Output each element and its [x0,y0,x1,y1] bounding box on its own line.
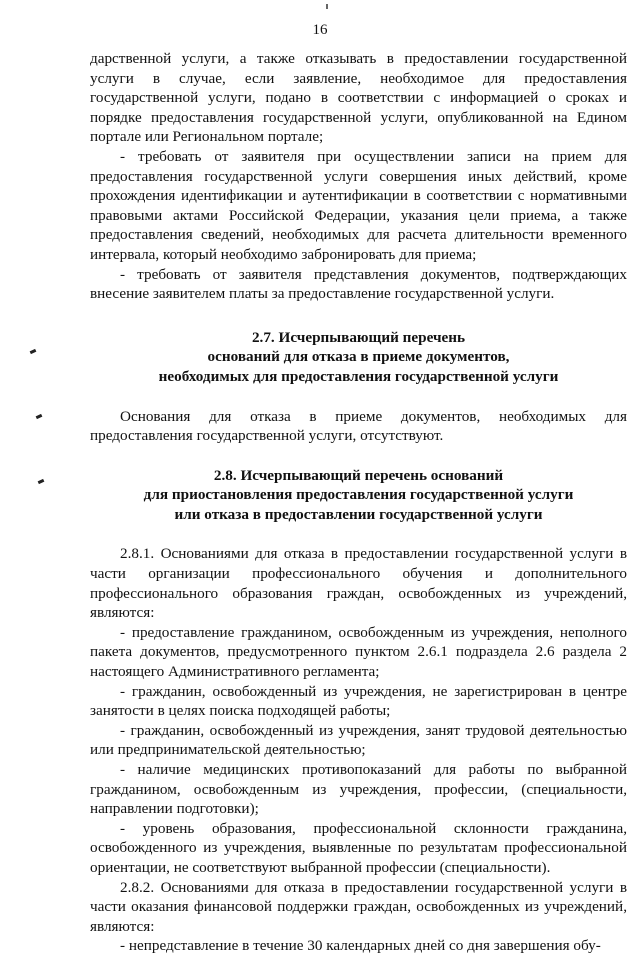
section-heading-line: оснований для отказа в приеме документов, [207,348,510,366]
page-number: 16 [312,22,328,38]
section-heading-line: для приостановления предоставления государственной услуги [143,486,574,504]
list-item: - уровень образования, профессиональной склонности гражданина, освобожденного из учреждения, выявленные по результатам профессиональной ориентации, не соответствуют выбранной профессии (специальности). [90,819,627,876]
list-item: - наличие медицинских противопоказаний для работы по выбранной гражданином, освобожденным из учреждения, профессии, (специальности, направлении подготовки); [90,761,627,818]
list-item: - требовать от заявителя при осуществлении записи на прием для предоставления государственной услуги совершения иных действий, кроме прохождения идентификации и аутентификации в соответствии с нормативными правовыми актами Российской Федерации, указания цели приема, а также предоставления сведений, необходимых для расчета длительности временного интервала, который необходимо забронировать для приема; [90,147,627,263]
section-heading-line: 2.7. Исчерпывающий перечень [251,328,466,346]
list-item: - непредставление в течение 30 календарных дней со дня завершения обу- [120,937,601,955]
section-heading-line: 2.8. Исчерпывающий перечень оснований [213,466,504,484]
paragraph: 2.8.2. Основаниями для отказа в предоставлении государственной услуги в части оказания финансовой поддержки граждан, освобожденных из учреждений, являются: [90,878,627,935]
paragraph: 2.8.1. Основаниями для отказа в предоставлении государственной услуги в части организации профессионального обучения и дополнительного профессионального образования граждан, освобожденных из учреждений, являются: [90,545,627,622]
scan-mark [30,349,37,354]
list-item: - предоставление гражданином, освобожденным из учреждения, неполного пакета документов, предусмотренного пунктом 2.6.1 подраздела 2.6 раздела 2 настоящего Административного регламента; [90,623,627,681]
paragraph: Основания для отказа в приеме документов, необходимых для предоставления государственной услуги, отсутствуют. [90,407,627,445]
list-item: - требовать от заявителя представления документов, подтверждающих внесение заявителем платы за предоставление государственной услуги. [90,265,627,303]
section-heading-line: или отказа в предоставлении государственной услуги [174,505,543,523]
list-item: - гражданин, освобожденный из учреждения, занят трудовой деятельностью или предпринимательской деятельностью; [90,721,627,759]
paragraph: дарственной услуги, а также отказывать в предоставлении государственной услуги в случае, если заявление, необходимое для предоставления государственной услуги, подано в соответствии с информацией о сроках и порядке предоставления государственной услуги, опубликованной на Едином портале или Региональном портале; [90,50,627,146]
list-item: - гражданин, освобожденный из учреждения, не зарегистрирован в центре занятости в целях поиска подходящей работы; [90,682,627,720]
scan-mark [38,479,45,484]
scan-speck [326,4,328,9]
section-heading-line: необходимых для предоставления государственной услуги [158,367,559,385]
scan-mark [36,414,43,419]
document-body [90,49,627,956]
